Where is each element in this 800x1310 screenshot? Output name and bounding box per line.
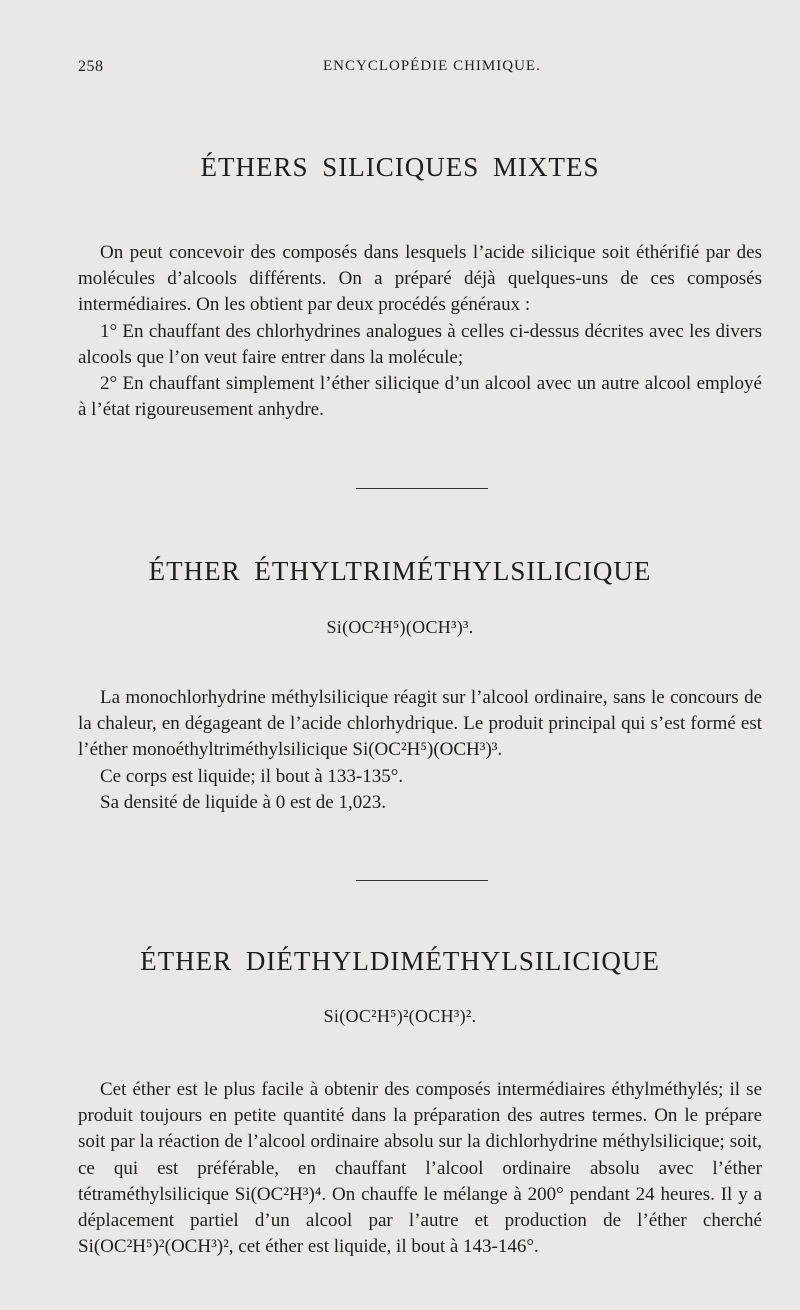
section-divider [356, 880, 488, 881]
formula: Si(OC²H⁵)²(OCH³)². [323, 1006, 477, 1026]
section-title-ether-diethyldimethylsilicique: ÉTHER DIÉTHYLDIMÉTHYLSILICIQUE [140, 946, 660, 976]
page-number: 258 [78, 58, 104, 75]
paragraph: 1° En chauffant des chlorhydrines analogues à celles ci-dessus décrites avec les divers alcools que l’on veut faire entrer dans la molécule; [78, 320, 762, 368]
page-header [78, 58, 760, 80]
section-body-ethers-siliciques-mixtes [78, 240, 762, 423]
paragraph: On peut concevoir des composés dans lesquels l’acide silicique soit éthérifié par des molécules d’alcools différents. On a préparé déjà quelques-uns de ces composés intermédiaires. On les obtient par deux procédés généraux : [78, 242, 762, 316]
section-body-ether-ethyltrimethylsilicique [78, 685, 762, 816]
paragraph: Cet éther est le plus facile à obtenir des composés intermédiaires éthylméthylés; il se produit toujours en petite quantité dans la préparation des autres termes. On le prépare soit par la réaction de l’alcool ordinaire absolu sur la dichlorhydrine méthylsilicique; soit, ce qui est préférable, en chauffant l’alcool ordinaire absolu avec l’éther tétraméthylsilicique Si(OC²H³)⁴. On chauffe le mélange à 200° pendant 24 heures. Il y a déplacement partiel d’un alcool par l’autre et production de l’éther cherché Si(OC²H⁵)²(OCH³)², cet éther est liquide, il bout à 143-146°. [78, 1079, 762, 1258]
section-body-ether-diethyldimethylsilicique [78, 1077, 762, 1260]
paragraph: La monochlorhydrine méthylsilicique réagit sur l’alcool ordinaire, sans le concours de la chaleur, en dégageant de l’acide chlorhydrique. Le produit principal qui s’est formé est l’éther monoéthyltriméthylsilicique Si(OC²H⁵)(OCH³)³. [78, 687, 762, 761]
formula: Si(OC²H⁵)(OCH³)³. [326, 617, 474, 637]
paragraph: Sa densité de liquide à 0 est de 1,023. [100, 791, 386, 813]
paragraph: 2° En chauffant simplement l’éther silicique d’un alcool avec un autre alcool employé à l’état rigoureusement anhydre. [78, 373, 762, 421]
running-title: ENCYCLOPÉDIE CHIMIQUE. [323, 58, 541, 74]
section-title-ethers-siliciques-mixtes: ÉTHERS SILICIQUES MIXTES [200, 152, 600, 182]
paragraph: Ce corps est liquide; il bout à 133-135°. [100, 765, 404, 787]
section-divider [356, 488, 488, 489]
section-title-ether-ethyltrimethylsilicique: ÉTHER ÉTHYLTRIMÉTHYLSILICIQUE [148, 556, 652, 586]
